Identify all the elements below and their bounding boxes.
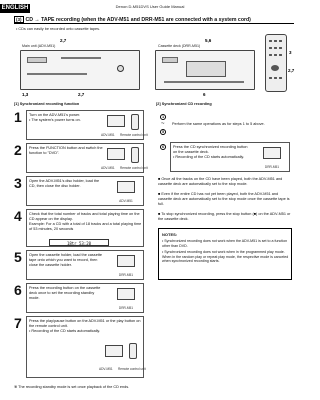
main-unit-illustration <box>20 50 140 90</box>
step-number: 7 <box>14 315 22 331</box>
remote-button-icon <box>274 77 277 79</box>
callout-right-top: 3 <box>289 50 292 55</box>
remote-mini-icon <box>131 114 139 130</box>
notes-title: NOTES: <box>162 232 178 237</box>
left-column-heading: [1] Synchronized recording function <box>14 102 80 106</box>
remote-button-icon <box>279 54 282 56</box>
remote-control-illustration <box>265 34 287 92</box>
section-heading <box>14 16 294 24</box>
cassette-deck-illustration <box>155 50 255 90</box>
step-4-box <box>26 209 144 247</box>
remote-button-icon <box>279 77 282 79</box>
display-readout: 18tr 53:20 <box>49 239 109 246</box>
cassette-holder <box>186 61 226 77</box>
step-caption: ADV-M51 Remote control unit <box>99 367 146 371</box>
step-number: 4 <box>14 208 22 224</box>
step-text: Check that the total number of tracks and total playing time on the CD appear on the display. Example: For a CD with a total of 18 tracks and a total playing time of 53 minutes, 20 seconds <box>29 212 142 231</box>
remote-button-icon <box>279 40 282 42</box>
callout-main-top: 2,7 <box>60 38 67 43</box>
callout-right-mid: 2,7 <box>288 68 295 73</box>
step-6-box <box>26 283 144 313</box>
step-6-circle: 6 <box>161 145 165 149</box>
adv-m51-mini-icon <box>117 181 135 193</box>
notes-box <box>158 228 292 280</box>
remote-button-icon <box>269 47 272 49</box>
drr-m51-mini-icon <box>117 255 135 267</box>
step-number: 1 <box>14 109 22 125</box>
intro-note: • CDs can easily be recorded onto cassette tapes. <box>16 27 101 31</box>
step-caption: ADV-M51 Remote control unit <box>101 133 148 137</box>
note-item: • Synchronized recording does not work when in the programmed play mode. When in the random play or repeat play mode, the respective mode is canceled when synchronized recording starts. <box>162 250 289 264</box>
range-end-circle: 5 <box>161 130 165 134</box>
drr-m51-mini-icon <box>263 147 281 159</box>
main-unit-label: Main unit (ADV-M51) <box>22 44 56 48</box>
remote-button-icon <box>274 54 277 56</box>
remote-button-icon <box>279 47 282 49</box>
language-tab: ENGLISH <box>1 5 29 11</box>
callout-deck-top: 5,6 <box>205 38 212 43</box>
remote-button-icon <box>274 40 277 42</box>
deck-display <box>162 57 178 63</box>
step-text: Turn on the ADV-M51's power. • The system's power turns on. <box>29 113 81 122</box>
callout-deck-bottom: 6 <box>203 92 206 97</box>
callout-main-bottom-left: 1,3 <box>22 92 29 97</box>
footnote: ※ The recording standby mode is set once playback of the CD ends. <box>14 385 130 389</box>
step-number: 2 <box>14 142 22 158</box>
result-bullet: ■ Once all the tracks on the CD have been played, both the ADV-M51 and cassette deck are automatically set to the stop mode. <box>158 177 283 186</box>
deck-button-row <box>164 81 244 83</box>
step-number: 5 <box>14 249 22 265</box>
disc-holder-slot <box>27 73 87 75</box>
remote-button-icon <box>269 40 272 42</box>
adv-m51-mini-icon <box>105 345 123 357</box>
step-3-box <box>26 176 144 206</box>
main-unit-display <box>27 57 47 63</box>
remote-button-icon <box>269 54 272 56</box>
step-text: Press the recording button on the cassette deck once to set the recording standby mode. <box>29 286 101 300</box>
right-column-heading: [2] Synchronized CD recording <box>156 102 212 106</box>
range-tilde: ~ <box>161 121 165 127</box>
remote-dpad-icon <box>271 65 279 71</box>
step-text: Press the FUNCTION button and switch the function to "DVD". <box>29 146 103 155</box>
main-unit-button-row <box>61 57 101 59</box>
adv-m51-mini-icon <box>107 148 125 160</box>
step-caption: DRR-M51 <box>118 306 134 310</box>
result-bullet: ■ Even if the entire CD has not yet been played, both the ADV-M51 and cassette deck are automatically set to the stop mode once the cassette tape is full. <box>158 192 290 206</box>
step-text: Open the cassette holder, load the cassette tape onto which you want to record, then close the cassette holder. <box>29 253 103 267</box>
volume-knob-icon <box>117 65 124 72</box>
section-title: CD → TAPE recording (when the ADV-M51 and DRR-M51 are connected with a system cord) <box>25 17 251 23</box>
remote-button-icon <box>274 47 277 49</box>
remote-mini-icon <box>131 147 139 163</box>
step-caption: DRR-M51 <box>118 273 134 277</box>
cassette-deck-label: Cassette deck (DRR-M51) <box>158 44 201 48</box>
step-caption: ADV-M51 <box>119 199 133 203</box>
step-text: Open the ADV-M51's disc holder, load the CD, then close the disc holder. <box>29 179 100 188</box>
step-caption: DRR-M51 <box>264 165 280 169</box>
step-text: Press the play/pause button on the ADV-M51 or the play button on the remote control unit. • Recording of the CD starts automatically. <box>29 319 141 333</box>
drr-m51-mini-icon <box>117 288 135 300</box>
step-1-box <box>26 110 148 140</box>
step-number: 3 <box>14 175 22 191</box>
cd-sync-step-box <box>170 142 290 172</box>
step-7-box <box>26 316 144 378</box>
adv-m51-mini-icon <box>107 115 125 127</box>
note-item: • Synchronized recording does not work when the ADV-M51 is set to a function other than DVD. <box>162 239 288 248</box>
step-2-box <box>26 143 148 173</box>
remote-button-icon <box>269 77 272 79</box>
step-number: 6 <box>14 282 22 298</box>
manual-title: Denon D-M51DVS User Guide Manual <box>115 4 185 9</box>
step-text: Press the CD synchronized recording button on the cassette deck. • Recording of the CD starts automatically. <box>173 145 248 159</box>
step-caption: ADV-M51 Remote control unit <box>101 166 148 170</box>
remote-mini-icon <box>129 343 137 359</box>
result-bullet: ■ To stop synchronized recording, press the stop button (■) on the ADV-M51 or the cassette deck. <box>158 212 291 221</box>
step-5-box <box>26 250 144 280</box>
range-text: Perform the same operations as for steps 1 to 5 above. <box>172 122 265 126</box>
range-start-circle: 1 <box>161 115 165 119</box>
callout-main-bottom-mid: 2,7 <box>78 92 85 97</box>
section-number: (3) <box>16 17 22 22</box>
